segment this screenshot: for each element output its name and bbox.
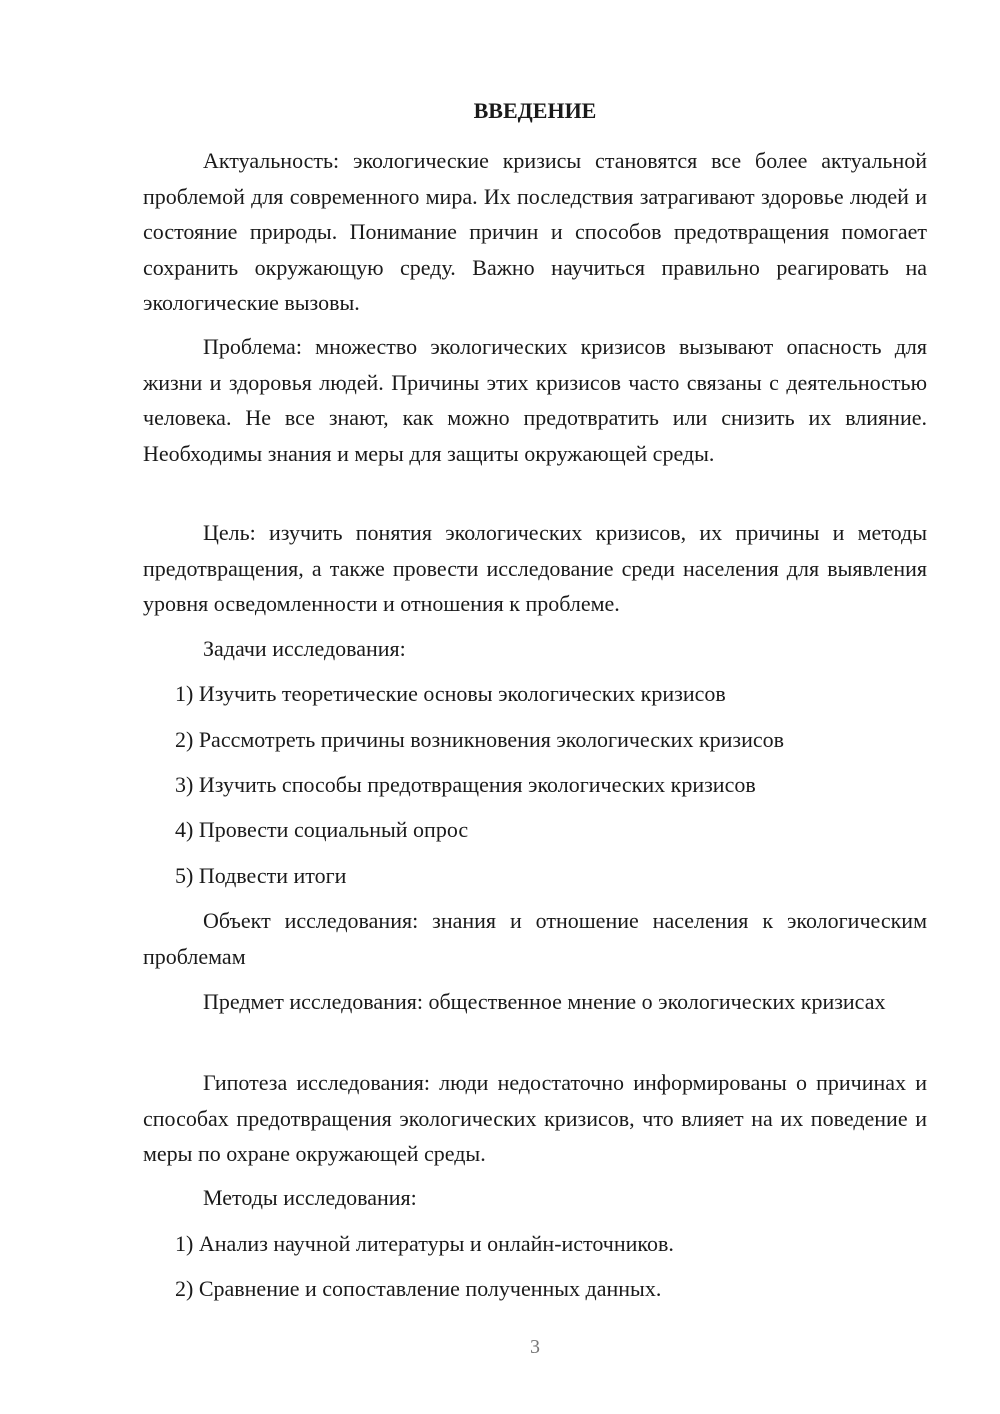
subject-paragraph: Предмет исследования: общественное мнение о экологических кризисах bbox=[203, 989, 886, 1014]
goal-paragraph: Цель: изучить понятия экологических кризисов, их причины и методы предотвращения, а также провести исследование среди населения для выявления уровня осведомленности и отношения к проблеме. bbox=[143, 520, 927, 616]
hypothesis-paragraph: Гипотеза исследования: люди недостаточно информированы о причинах и способах предотвращения экологических кризисов, что влияет на их поведение и меры по охране окружающей среды. bbox=[143, 1070, 927, 1166]
task-item: 4) Провести социальный опрос bbox=[175, 817, 469, 842]
tasks-label: Задачи исследования: bbox=[203, 636, 406, 661]
relevance-paragraph: Актуальность: экологические кризисы становятся все более актуальной проблемой для современного мира. Их последствия затрагивают здоровье людей и состояние природы. Понимание причин и способов предотвращения помогает сохранить окружающую среду. Важно научиться правильно реагировать на экологические вызовы. bbox=[143, 148, 927, 315]
method-item: 2) Сравнение и сопоставление полученных данных. bbox=[175, 1276, 662, 1301]
method-item: 1) Анализ научной литературы и онлайн-источников. bbox=[175, 1231, 674, 1256]
object-paragraph: Объект исследования: знания и отношение населения к экологическим проблемам bbox=[143, 908, 927, 969]
methods-label: Методы исследования: bbox=[203, 1185, 417, 1210]
task-item: 1) Изучить теоретические основы экологических кризисов bbox=[175, 681, 726, 706]
task-item: 2) Рассмотреть причины возникновения экологических кризисов bbox=[175, 727, 785, 752]
problem-paragraph: Проблема: множество экологических кризисов вызывают опасность для жизни и здоровья людей. Причины этих кризисов часто связаны с деятельностью человека. Не все знают, как можно предотвратить или снизить их влияние. Необходимы знания и меры для защиты окружающей среды. bbox=[143, 334, 927, 466]
section-heading: ВВЕДЕНИЕ bbox=[473, 98, 597, 123]
task-item: 3) Изучить способы предотвращения экологических кризисов bbox=[175, 772, 756, 797]
page-number: 3 bbox=[530, 1336, 540, 1358]
task-item: 5) Подвести итоги bbox=[175, 863, 347, 888]
